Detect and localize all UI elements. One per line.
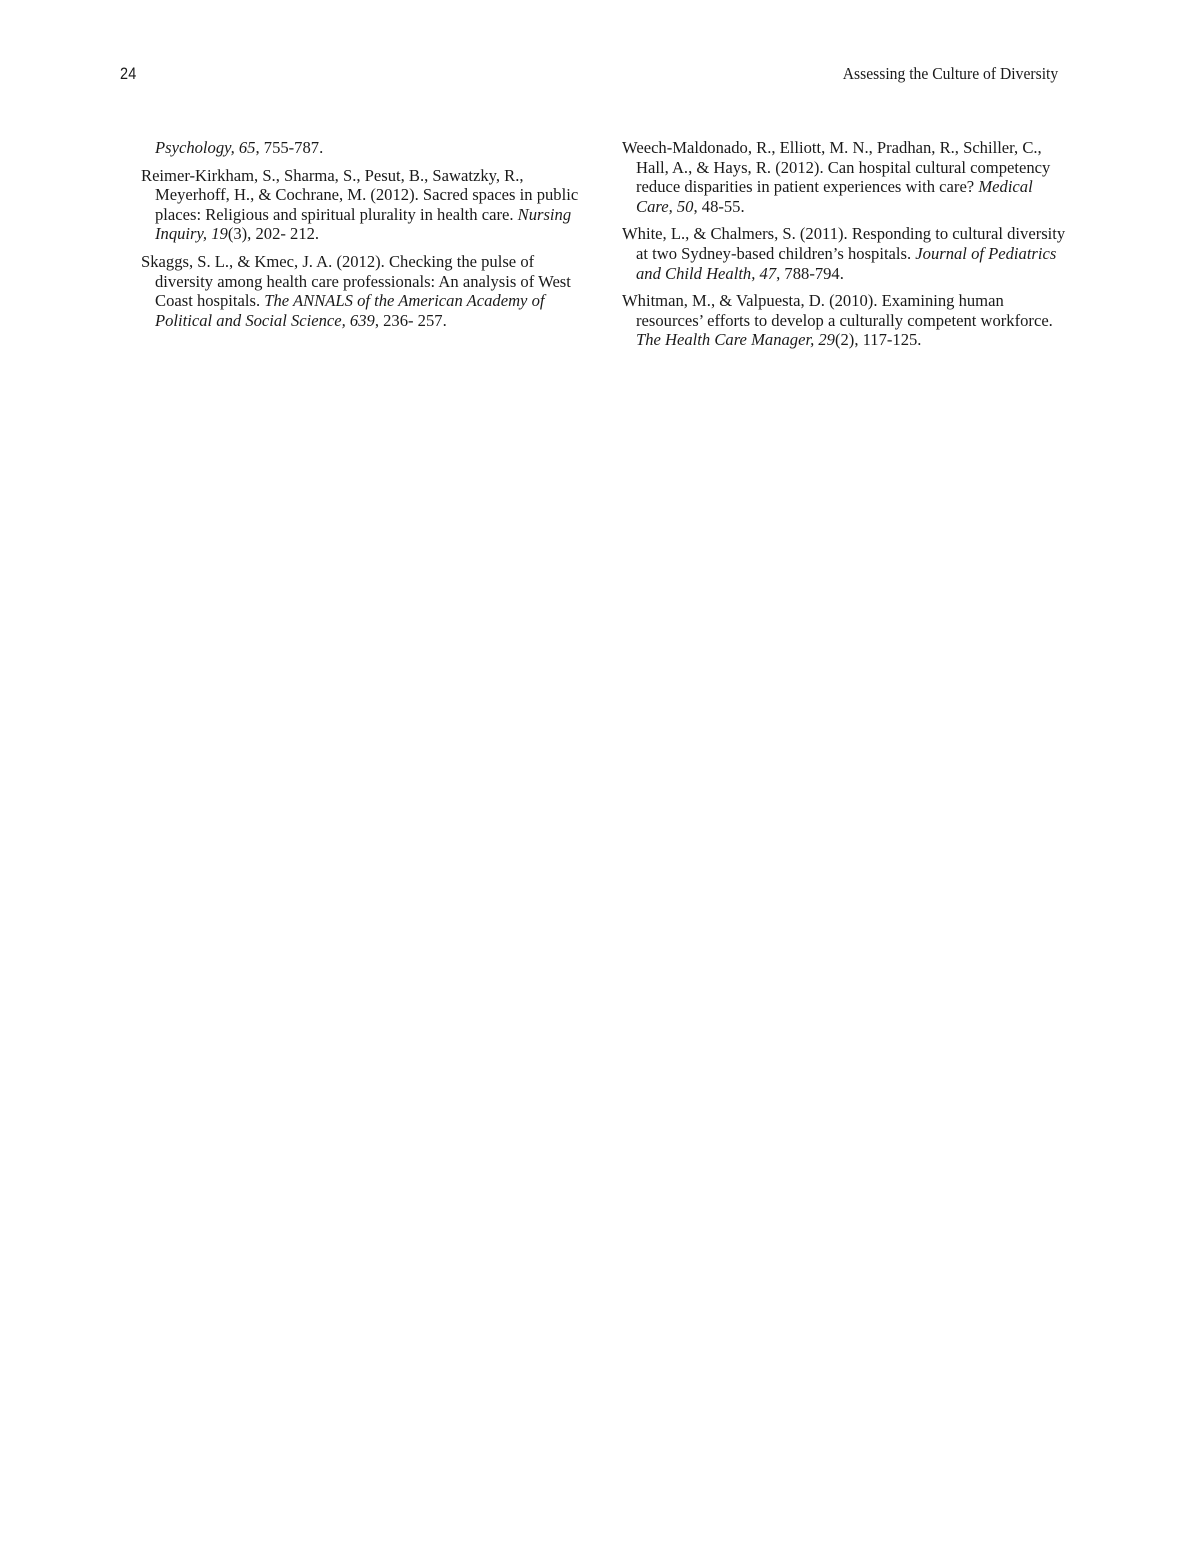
reference-journal: Medical Care, 50 <box>636 177 1033 216</box>
reference-entry <box>141 166 581 244</box>
reference-entry <box>141 138 581 158</box>
running-title: Assessing the Culture of Diversity <box>842 64 1058 83</box>
reference-text: , 788-794. <box>776 263 844 283</box>
reference-journal: Nursing Inquiry, 19 <box>155 204 572 244</box>
reference-text: (3), 202- 212. <box>227 224 320 244</box>
reference-text: Whitman, M., & Valpuesta, D. (2010). Examining human resources’ efforts to develop a culturally competent workforce. <box>622 291 1053 330</box>
references-right-column <box>622 138 1068 358</box>
reference-text: , 48-55. <box>693 196 745 216</box>
reference-text: , 755-787. <box>255 138 324 157</box>
reference-journal: Journal of Pediatrics and Child Health, 47 <box>636 243 1057 283</box>
reference-text: , 236- 257. <box>374 310 447 330</box>
reference-entry <box>622 224 1068 283</box>
page-number: 24 <box>120 64 137 83</box>
reference-text: Skaggs, S. L., & Kmec, J. A. (2012). Checking the pulse of diversity among health care professionals: An analysis of West Coast hospitals. <box>141 251 571 311</box>
reference-text: Reimer-Kirkham, S., Sharma, S., Pesut, B., Sawatzky, R., Meyerhoff, H., & Cochrane, M. (2012). Sacred spaces in public places: Religious and spiritual plurality in health care. <box>141 165 579 224</box>
references-left-column <box>141 138 581 338</box>
reference-journal: The Health Care Manager, 29 <box>636 330 835 350</box>
reference-journal: The ANNALS of the American Academy of Political and Social Science, 639 <box>155 291 545 330</box>
reference-journal: Psychology, 65 <box>155 138 256 157</box>
reference-entry <box>622 138 1068 216</box>
reference-entry <box>622 291 1068 350</box>
reference-text: White, L., & Chalmers, S. (2011). Responding to cultural diversity at two Sydney-based children’s hospitals. <box>622 224 1066 263</box>
reference-entry <box>141 252 581 330</box>
reference-text: Weech-Maldonado, R., Elliott, M. N., Pradhan, R., Schiller, C., Hall, A., & Hays, R. (2012). Can hospital cultural competency reduce disparities in patient experiences with care? <box>622 138 1051 197</box>
reference-text: (2), 117-125. <box>834 330 922 350</box>
